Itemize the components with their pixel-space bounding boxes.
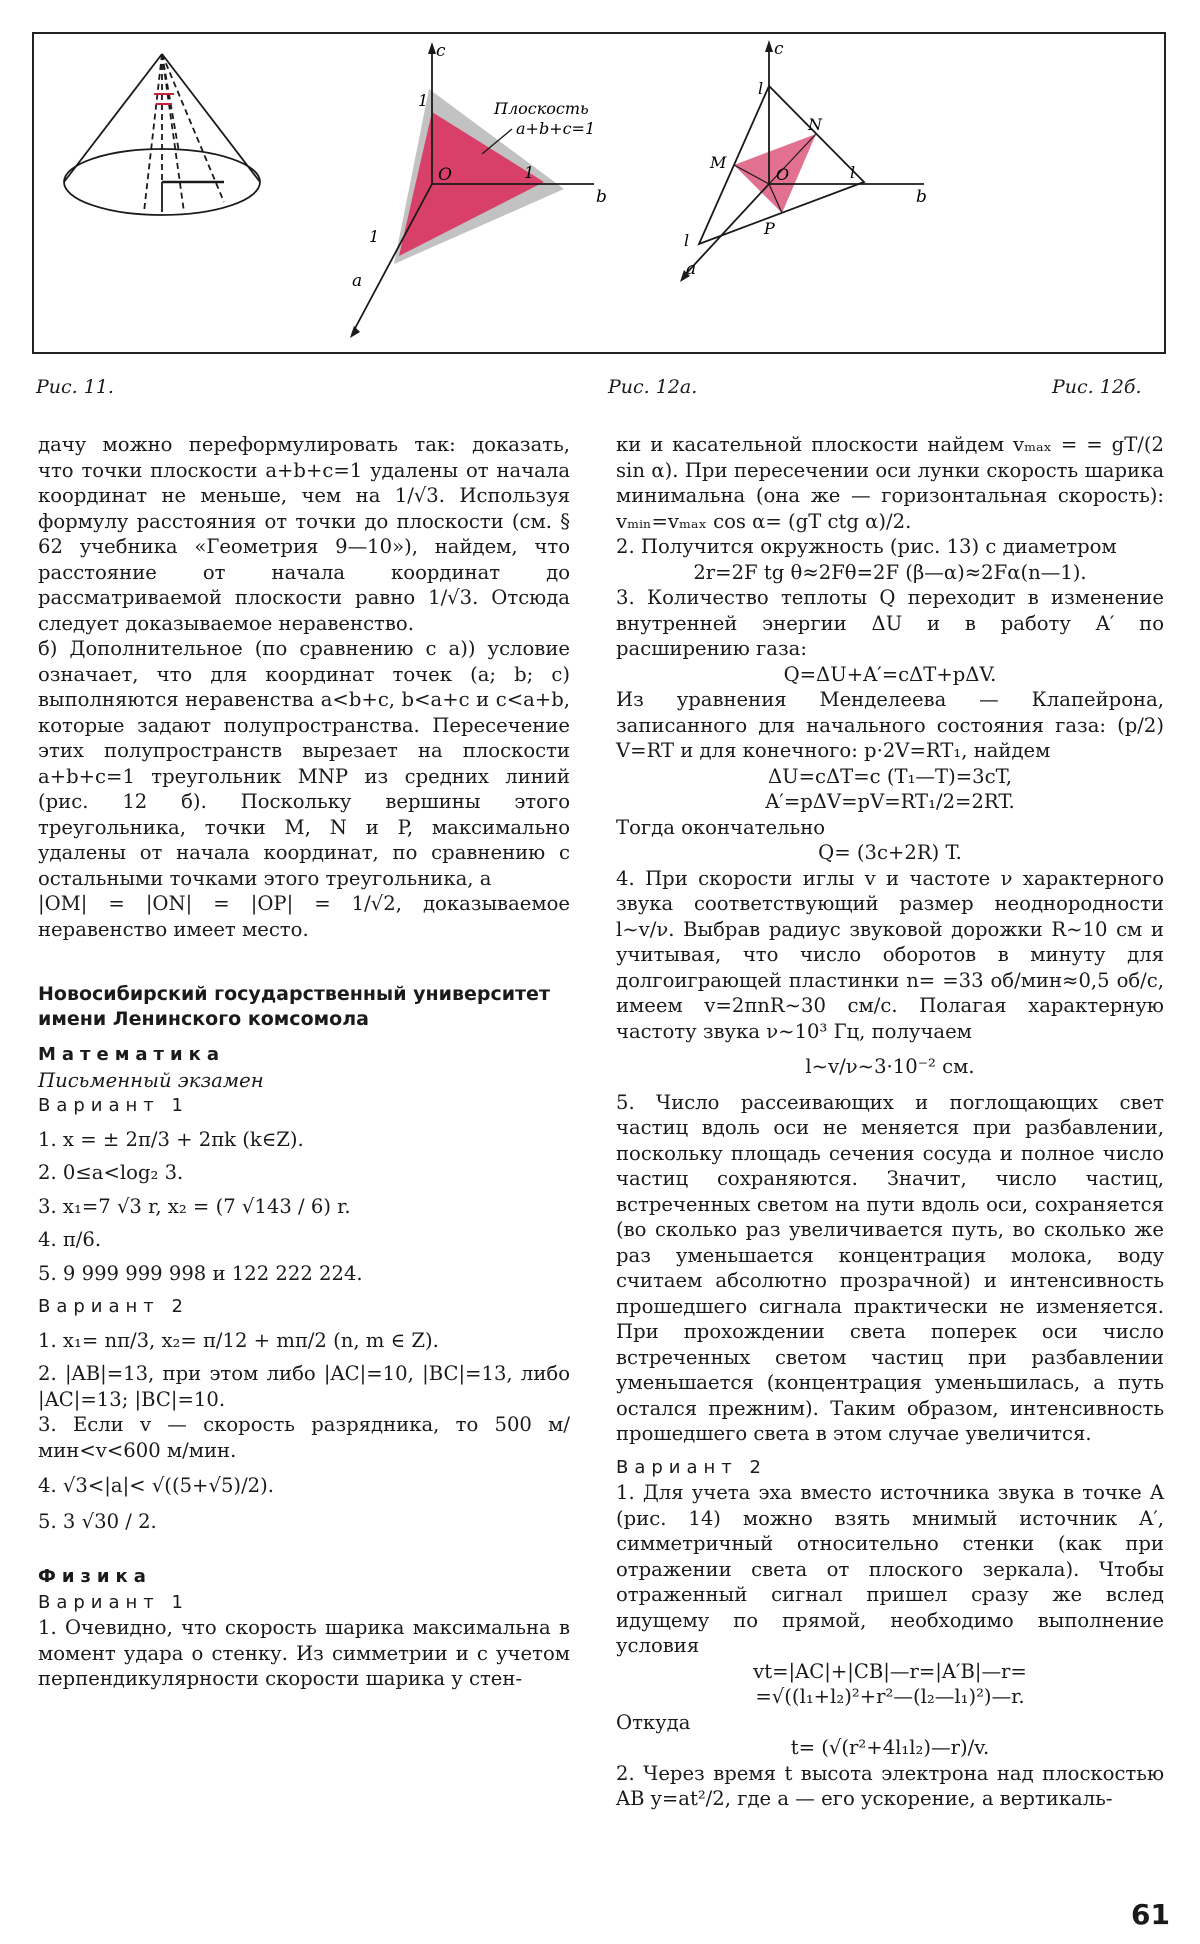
text-paragraph: дачу можно переформулировать так: доказать, что точки плоскости a+b+c=1 удалены от начала координат не меньше, чем на 1/√3. Используя формулу расстояния от точки до плоскости (см. § 62 учебника «Геометрия 9—10»), найдем, что расстояние от начала координат до рассматриваемой плоскости равно 1/√3. Отсюда следует доказываемое неравенство. bbox=[38, 433, 570, 635]
variant-heading: Вариант 2 bbox=[38, 1296, 189, 1317]
origin-label-b: O bbox=[776, 165, 790, 184]
tick-c-label: 1 bbox=[418, 91, 429, 110]
text-paragraph: 1. Для учета эха вместо источника звука в точке A (рис. 14) можно взять мнимый источник A′, симметричный относительно стенки (как при отражении света от плоского зеркала). Чтобы отраженный сигнал пришел сразу же вслед идущему по прямой, необходимо выполнение условия bbox=[616, 1481, 1164, 1657]
caption-fig12a: Рис. 12а. bbox=[608, 376, 698, 398]
text-paragraph: 1. Очевидно, что скорость шарика максимальна в момент удара о стенку. Из симметрии и с учетом перпендикулярности скорости шарика у стен- bbox=[38, 1616, 570, 1690]
text-paragraph: Тогда окончательно bbox=[616, 815, 826, 839]
formula: =√((l₁+l₂)²+r²—(l₂—l₁)²)—r. bbox=[755, 1685, 1025, 1708]
triangle-mnp-figure bbox=[680, 39, 927, 282]
text-paragraph: |OM| = |ON| = |OP| = 1/√2, доказываемое неравенство имеет место. bbox=[38, 892, 570, 941]
answer-line: 4. π/6. bbox=[38, 1228, 102, 1251]
point-n-label: N bbox=[808, 115, 822, 134]
mnp-triangle bbox=[734, 134, 816, 213]
text-paragraph: Откуда bbox=[616, 1710, 691, 1734]
answer-line: 4. √3<|a|< √((5+√5)/2). bbox=[38, 1474, 275, 1497]
text-paragraph: б) Дополнительное (по сравнению с а)) условие означает, что для координат точек (a; b; c) выполняются неравенства a<b+c, b<a+c и c<a+b, которые задают полупространства. Пересечение этих полупространств вырезает на плоскости a+b+c=1 треугольник MNP из средних линий (рис. 12 б). Поскольку вершины этого треугольника, точки M, N и P, максимально удалены от начала координат, по сравнению с остальными точками этого треугольника, а bbox=[38, 637, 570, 890]
formula: Q=ΔU+A′=cΔT+pΔV. bbox=[783, 662, 997, 686]
formula: l∼v/ν∼3·10⁻² см. bbox=[805, 1055, 975, 1078]
math-heading: Математика bbox=[38, 1044, 225, 1065]
exam-heading: Письменный экзамен bbox=[38, 1068, 264, 1092]
plane-figure bbox=[350, 41, 607, 338]
right-column bbox=[616, 432, 1164, 1812]
plane-equation: a+b+c=1 bbox=[516, 119, 596, 138]
answer-line: 3. x₁=7 √3 r, x₂ = (7 √143 / 6) r. bbox=[38, 1194, 351, 1218]
answer-line: 1. x = ± 2π/3 + 2πk (k∈Z). bbox=[38, 1127, 304, 1151]
variant-heading: Вариант 1 bbox=[38, 1095, 189, 1116]
caption-fig12b: Рис. 12б. bbox=[1052, 376, 1142, 398]
formula: ΔU=cΔT=c (T₁—T)=3cT, bbox=[767, 764, 1013, 788]
text-paragraph: 5. Число рассеивающих и поглощающих свет частиц вдоль оси не меняется при разбавлении, поскольку площадь сечения сосуда и полное число частиц сохраняются. Значит, число частиц, встреченных светом на пути вдоль оси, сохраняется (во сколько раз увеличивается путь, во сколько же раз уменьшается концентрация молока, воду считаем абсолютно прозрачной) и интенсивность прошедшего сигнала практически не изменяется. При прохождении света поперек оси число встреченных светом частиц при разбавлении уменьшается (концентрация уменьшилась, а путь остался прежним). Таким образом, интенсивность прошедшего света в этом случае увеличится. bbox=[616, 1090, 1164, 1445]
formula: 2r=2F tg θ≈2Fθ=2F (β—α)≈2Fα(n—1). bbox=[693, 560, 1087, 584]
tick-b-label: 1 bbox=[524, 163, 535, 182]
axis-c-label-b: c bbox=[774, 39, 784, 59]
university-heading: Новосибирский государственный университет имени Ленинского комсомола bbox=[38, 983, 550, 1030]
origin-label: O bbox=[438, 165, 452, 185]
answer-line: 3. Если v — скорость разрядника, то 500 м/мин<v<600 м/мин. bbox=[38, 1413, 570, 1462]
left-column bbox=[38, 432, 570, 1692]
formula: vt=|AC|+|CB|—r=|A′B|—r= bbox=[753, 1659, 1027, 1683]
formula: Q= (3c+2R) T. bbox=[818, 841, 962, 864]
text-paragraph: 2. Получится окружность (рис. 13) с диаметром bbox=[616, 535, 1117, 558]
point-m-label: M bbox=[710, 153, 727, 172]
physics-heading: Физика bbox=[38, 1566, 152, 1587]
text-paragraph: Из уравнения Менделеева — Клапейрона, записанного для начального состояния газа: (p/2) V=RT и для конечного: p·2V=RT₁, найдем bbox=[616, 688, 1164, 762]
page-number: 61 bbox=[1131, 1898, 1170, 1931]
axis-a-label-b: a bbox=[686, 259, 697, 279]
axis-a-label: a bbox=[352, 271, 363, 291]
caption-fig11: Рис. 11. bbox=[36, 376, 114, 398]
tick-b-label-b: l bbox=[850, 163, 856, 182]
text-paragraph: ки и касательной плоскости найдем vₘₐₓ = = gT/(2 sin α). При пересечении оси лунки скорость шарика минимальна (она же — горизонтальная скорость): vₘᵢₙ=vₘₐₓ cos α= (gT ctg α)/2. bbox=[616, 433, 1164, 533]
tick-a-label-b: l bbox=[684, 231, 690, 250]
formula: t= (√(r²+4l₁l₂)—r)/v. bbox=[790, 1736, 990, 1759]
answer-line: 2. 0≤a<log₂ 3. bbox=[38, 1161, 184, 1184]
axis-c-label: c bbox=[436, 41, 446, 61]
tick-c-label-b: l bbox=[758, 79, 764, 98]
answer-line: 1. x₁= nπ/3, x₂= π/12 + mπ/2 (n, m ∈ Z). bbox=[38, 1328, 439, 1352]
answer-line: 2. |AB|=13, при этом либо |AC|=10, |BC|=13, либо |AC|=13; |BC|=10. bbox=[38, 1362, 570, 1411]
text-paragraph: 2. Через время t высота электрона над плоскостью AB y=at²/2, где a — его ускорение, а вертикаль- bbox=[616, 1761, 1164, 1810]
text-paragraph: 4. При скорости иглы v и частоте ν характерного звука соответствующий размер неоднородности l∼v/ν. Выбрав радиус звуковой дорожки R∼10 см и учитывая, что число оборотов в минуту для долгоиграющей пластинки n= =33 об/мин≈0,5 об/с, имеем v=2πnR∼30 см/с. Полагая характерную частоту звука ν∼10³ Гц, получаем bbox=[616, 866, 1164, 1043]
variant-heading: Вариант 2 bbox=[616, 1456, 767, 1478]
point-p-label: P bbox=[764, 219, 775, 238]
answer-line: 5. 3 √30 / 2. bbox=[38, 1509, 157, 1533]
axis-b-label: b bbox=[596, 187, 607, 207]
formula: A′=pΔV=pV=RT₁/2=2RT. bbox=[765, 790, 1015, 813]
figure-panel bbox=[32, 32, 1166, 354]
text-paragraph: 3. Количество теплоты Q переходит в изменение внутренней энергии ΔU и в работу A′ по расширению газа: bbox=[616, 586, 1164, 660]
answer-line: 5. 9 999 999 998 и 122 222 224. bbox=[38, 1261, 363, 1285]
variant-heading: Вариант 1 bbox=[38, 1591, 189, 1613]
plane-caption: Плоскость bbox=[494, 99, 589, 118]
tick-a-label: 1 bbox=[369, 227, 380, 246]
cone-figure bbox=[64, 54, 260, 215]
figures-svg bbox=[34, 34, 1164, 352]
axis-b-label-b: b bbox=[916, 187, 927, 207]
